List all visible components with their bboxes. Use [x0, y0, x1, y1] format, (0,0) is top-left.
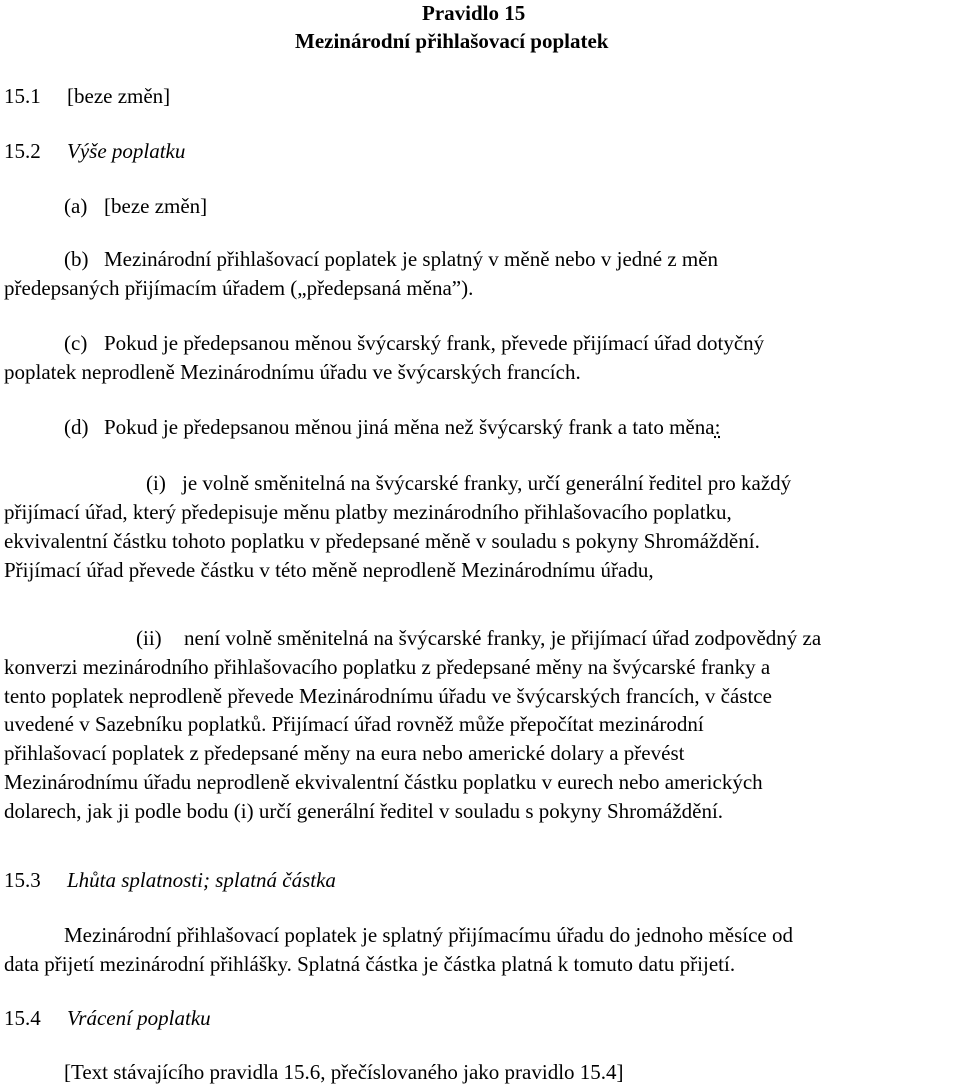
section-number: 15.3 [4, 868, 41, 892]
item-colon: : [714, 415, 721, 439]
subitem-text: není volně směnitelná na švýcarské franky, je přijímací úřad zodpovědný za [184, 626, 822, 650]
subitem-ii-line-4: uvedené v Sazebníku poplatků. Přijímací úřad rovněž může přepočítat mezinárodní [4, 712, 704, 736]
subitem-ii-line-2: konverzi mezinárodního přihlašovacího poplatku z předepsané měny na švýcarské franky a [4, 655, 771, 679]
subitem-ii-line-3: tento poplatek neprodleně převede Mezinárodnímu úřadu ve švýcarských francích, v částce [4, 684, 772, 708]
item-text: Pokud je předepsanou měnou švýcarský frank, převede přijímací úřad dotyčný [104, 331, 765, 355]
item-text: Mezinárodní přihlašovací poplatek je splatný v měně nebo v jedné z měn [104, 247, 719, 271]
section-title: Lhůta splatnosti; splatná částka [67, 868, 336, 892]
subitem-i-line-2: přijímací úřad, který předepisuje měnu platby mezinárodního přihlašovacího poplatku, [4, 500, 732, 524]
section-15-4-text: [Text stávajícího pravidla 15.6, přečíslovaného jako pravidlo 15.4] [64, 1060, 624, 1084]
section-number: 15.2 [4, 139, 41, 163]
section-15-4-heading [4, 1005, 211, 1031]
item-marker: (c) [64, 331, 88, 355]
section-number: 15.4 [4, 1006, 41, 1030]
item-d-line-1 [64, 414, 720, 440]
section-15-3-heading [4, 867, 336, 893]
section-title: Vrácení poplatku [67, 1006, 211, 1030]
item-b-line-1 [64, 246, 718, 272]
section-text: [beze změn] [67, 84, 171, 108]
subitem-ii-line-7: dolarech, jak ji podle bodu (i) určí generální ředitel v souladu s pokyny Shromáždění. [4, 799, 724, 823]
item-text: Pokud je předepsanou měnou jiná měna než švýcarský frank a tato měna [104, 415, 715, 439]
section-15-1 [4, 83, 170, 109]
item-c-line-1 [64, 330, 764, 356]
item-b-line-2: předepsaných přijímacím úřadem („předepsaná měna”). [4, 276, 474, 300]
subitem-i-line-1 [146, 470, 791, 496]
subitem-ii-line-6: Mezinárodnímu úřadu neprodleně ekvivalentní částku poplatku v eurech nebo amerických [4, 770, 763, 794]
section-15-3-line-2: data přijetí mezinárodní přihlášky. Splatná částka je částka platná k tomuto datu přijetí. [4, 952, 736, 976]
rule-title: Pravidlo 15 [422, 1, 526, 25]
item-marker: (a) [64, 194, 88, 218]
subitem-marker: (i) [146, 471, 166, 495]
item-marker: (b) [64, 247, 89, 271]
subitem-marker: (ii) [136, 626, 162, 650]
section-title: Výše poplatku [67, 139, 186, 163]
item-text: [beze změn] [104, 194, 208, 218]
subitem-text: je volně směnitelná na švýcarské franky, určí generální ředitel pro každý [182, 471, 792, 495]
section-15-2-heading [4, 138, 185, 164]
section-15-3-line-1: Mezinárodní přihlašovací poplatek je splatný přijímacímu úřadu do jednoho měsíce od [64, 923, 793, 947]
subitem-ii-line-1 [136, 625, 821, 651]
item-a [64, 193, 207, 219]
item-c-line-2: poplatek neprodleně Mezinárodnímu úřadu ve švýcarských francích. [4, 360, 581, 384]
subitem-i-line-3: ekvivalentní částku tohoto poplatku v předepsané měně v souladu s pokyny Shromáždění. [4, 529, 760, 553]
subitem-i-line-4: Přijímací úřad převede částku v této měně neprodleně Mezinárodnímu úřadu, [4, 558, 654, 582]
subitem-ii-line-5: přihlašovací poplatek z předepsané měny na eura nebo americké dolary a převést [4, 741, 685, 765]
section-number: 15.1 [4, 84, 41, 108]
item-marker: (d) [64, 415, 89, 439]
rule-subtitle: Mezinárodní přihlašovací poplatek [295, 29, 609, 53]
